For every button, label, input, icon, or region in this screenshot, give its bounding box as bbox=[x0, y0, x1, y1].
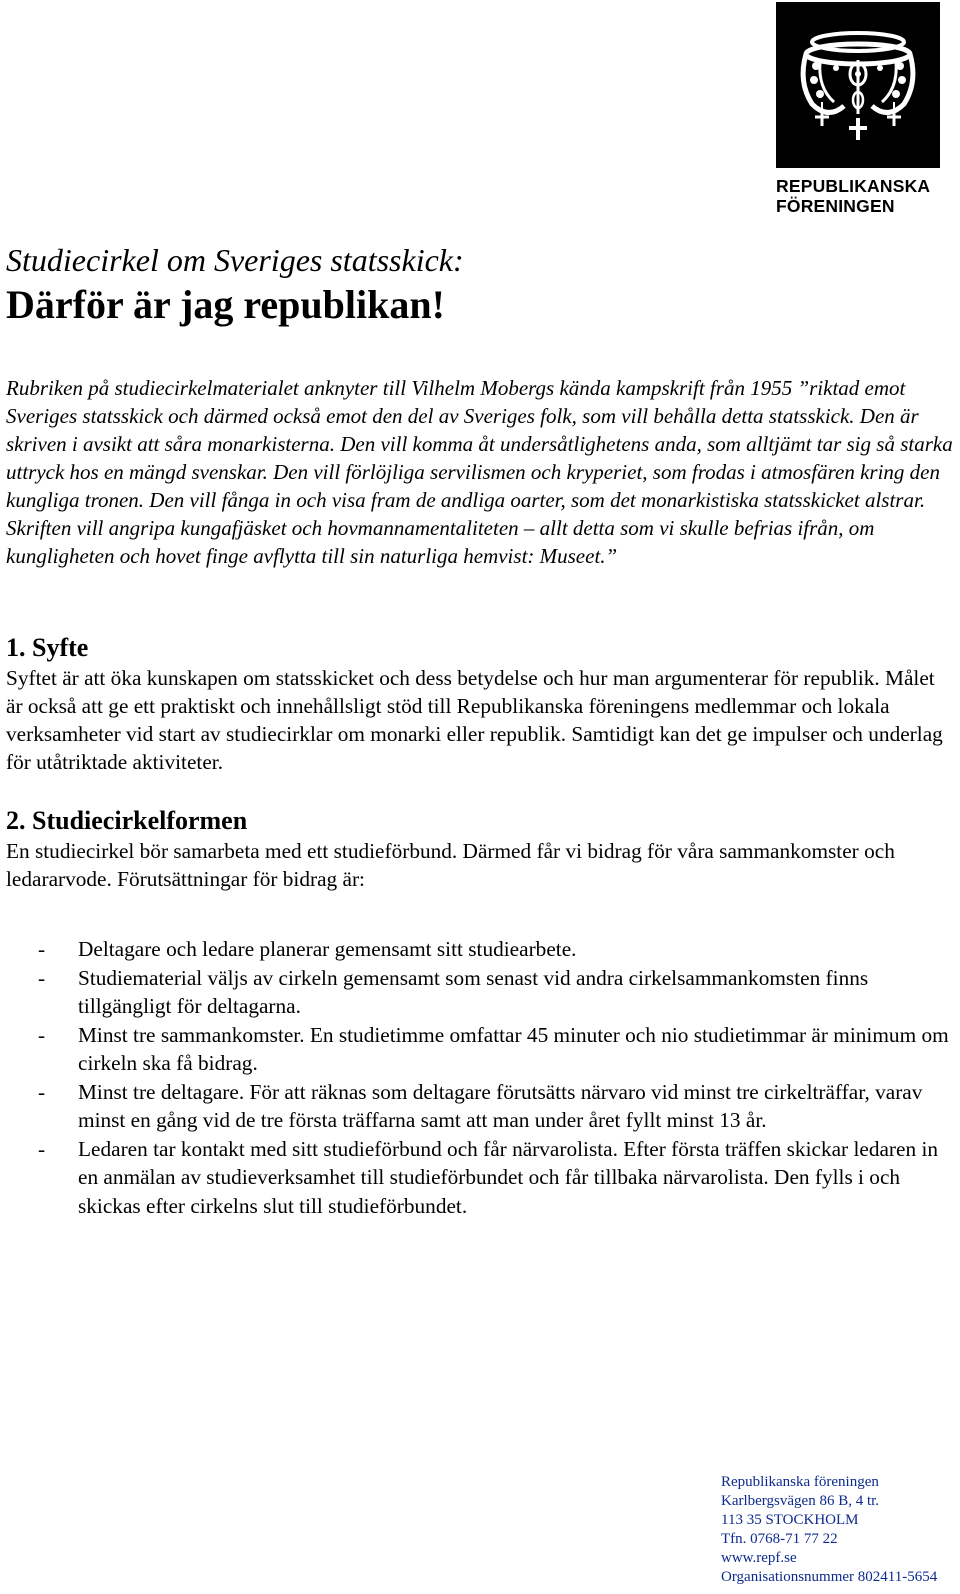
list-item-text: Deltagare och ledare planerar gemensamt sitt studiearbete. bbox=[78, 937, 577, 961]
footer-street: Karlbergsvägen 86 B, 4 tr. bbox=[721, 1493, 880, 1509]
list-item bbox=[6, 964, 954, 1021]
list-item bbox=[6, 935, 954, 964]
logo-wordmark bbox=[776, 176, 940, 216]
list-item bbox=[6, 1021, 954, 1078]
footer-phone: Tfn. 0768-71 77 22 bbox=[721, 1531, 838, 1547]
footer-contact bbox=[721, 1473, 960, 1587]
list-item bbox=[6, 1135, 954, 1221]
footer-org-name: Republikanska föreningen bbox=[721, 1474, 879, 1490]
crown-icon bbox=[776, 2, 940, 168]
section-body-studiecirkelformen: En studiecirkel bör samarbeta med ett studieförbund. Därmed får vi bidrag för våra sammankomster och ledararvode. Förutsättningar för bidrag är: bbox=[6, 839, 895, 891]
footer-city: 113 35 STOCKHOLM bbox=[721, 1512, 859, 1528]
bullet-dash: - bbox=[38, 937, 46, 961]
section-heading-syfte: 1. Syfte bbox=[6, 633, 89, 662]
list-item-text: Ledaren tar kontakt med sitt studieförbund och får närvarolista. Efter första träffen skickar ledaren in en anmälan av studieverksamhet till studieförbundet och får tillbaka närvarolista. Den fylls i och skickas efter cirkelns slut till studieförbundet. bbox=[78, 1136, 939, 1218]
logo-line-2: FÖRENINGEN bbox=[776, 196, 895, 216]
list-item-text: Minst tre sammankomster. En studietimme omfattar 45 minuter och nio studietimmar är minimum om cirkeln ska få bidrag. bbox=[78, 1022, 949, 1075]
organization-logo bbox=[776, 2, 940, 214]
list-item-text: Minst tre deltagare. För att räknas som deltagare förutsätts närvaro vid minst tre cirkelträffar, varav minst en gång vid de tre första träffarna samt att man under året fyllt minst 13 år. bbox=[78, 1079, 923, 1132]
document-subtitle: Studiecirkel om Sveriges statsskick: bbox=[6, 242, 464, 278]
section-body-syfte: Syftet är att öka kunskapen om statsskicket och dess betydelse och hur man argumenterar för republik. Målet är också att ge ett praktiskt och innehållsligt stöd till Republikanska föreningens medlemmar och lokala verksamheter vid start av studiecirklar om monarki eller republik. Samtidigt kan det ge impulser och underlag för utåtriktade aktiviteter. bbox=[6, 666, 943, 774]
section-heading-studiecirkelformen: 2. Studiecirkelformen bbox=[6, 806, 248, 835]
list-item-text: Studiematerial väljs av cirkeln gemensamt som senast vid andra cirkelsammankomsten finns tillgängligt för deltagarna. bbox=[78, 965, 869, 1018]
list-item bbox=[6, 1078, 954, 1135]
requirements-list bbox=[6, 935, 954, 1220]
document-title: Därför är jag republikan! bbox=[6, 282, 445, 327]
bullet-dash: - bbox=[38, 1022, 46, 1047]
intro-paragraph: Rubriken på studiecirkelmaterialet anknyter till Vilhelm Mobergs kända kampskrift från 1955 ”riktad emot Sveriges statsskick och därmed också emot den del av Sveriges folk, som vill behålla detta statsskick. Den är skriven i avsikt att såra monarkisterna. Den vill komma åt undersåtlighetens anda, som alltjämt tar sig så starka uttryck hos en mängd svenskar. Den vill förlöjliga servilismen och kryperiet, som frodas i atmosfären kring den kungliga tronen. Den vill fånga in och visa fram de andliga oarter, som det monarkistiska statsskicket alstrar. Skriften vill angripa kungafjäsket och hovmannamentaliteten – allt detta som vi skulle befrias ifrån, om kungligheten och hovet finge avflytta till sin naturliga hemvist: Museet.” bbox=[6, 376, 953, 568]
bullet-dash: - bbox=[38, 1079, 46, 1104]
logo-line-1: REPUBLIKANSKA bbox=[776, 176, 931, 196]
crown-graphic bbox=[776, 2, 940, 168]
footer-website[interactable]: www.repf.se bbox=[721, 1550, 797, 1566]
footer-org-number: Organisationsnummer 802411-5654 bbox=[721, 1569, 938, 1585]
bullet-dash: - bbox=[38, 965, 46, 990]
bullet-dash: - bbox=[38, 1136, 46, 1161]
